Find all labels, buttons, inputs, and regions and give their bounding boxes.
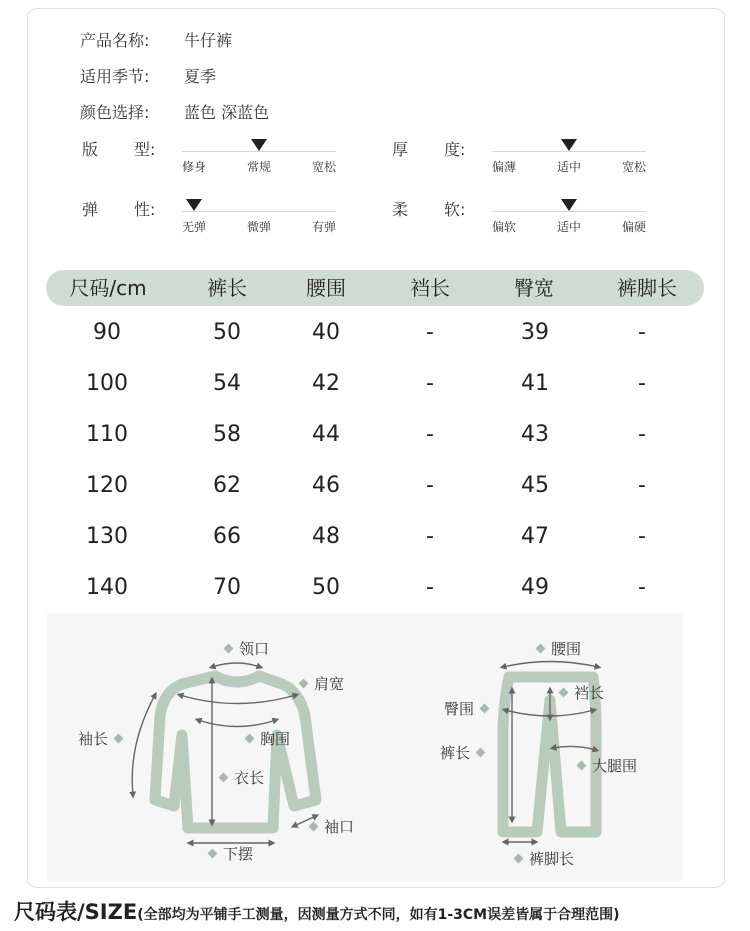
table-cell: 49 xyxy=(521,575,549,600)
scale-tick: 常规 xyxy=(246,160,272,174)
table-cell: 100 xyxy=(86,371,128,396)
cuff-label: 袖口 xyxy=(324,818,355,836)
hip-annotation xyxy=(444,698,488,719)
table-cell: 120 xyxy=(86,473,128,498)
scale-tick: 有弹 xyxy=(311,220,336,234)
diamond-icon xyxy=(536,644,546,654)
thickness-key-2: 度: xyxy=(444,140,466,159)
header-leg-opening: 裤脚长 xyxy=(617,276,677,300)
collar-label: 领口 xyxy=(239,640,270,658)
shoulder-annotation xyxy=(300,673,344,694)
product-name-value: 牛仔裤 xyxy=(184,31,233,50)
length-annotation xyxy=(220,767,264,788)
diamond-icon xyxy=(245,734,255,744)
fit-key-1: 版 xyxy=(82,140,99,159)
table-cell: 62 xyxy=(213,473,241,498)
table-cell: - xyxy=(638,524,646,549)
header-pants-length: 裤长 xyxy=(207,276,247,300)
diamond-icon xyxy=(114,734,124,744)
size-footer xyxy=(14,896,619,926)
cuff-annotation xyxy=(310,816,354,837)
waist-annotation xyxy=(537,638,581,659)
rise-label: 裆长 xyxy=(574,684,605,702)
diamond-icon xyxy=(299,679,309,689)
thigh-annotation xyxy=(578,755,637,776)
softness-key-1: 柔 xyxy=(392,200,409,219)
size-title: 尺码表/SIZE xyxy=(14,900,138,924)
table-cell: 42 xyxy=(312,371,340,396)
table-cell: - xyxy=(638,320,646,345)
table-cell: - xyxy=(426,320,434,345)
table-cell: 66 xyxy=(213,524,241,549)
thickness-key-1: 厚 xyxy=(392,140,409,159)
diamond-icon xyxy=(480,704,490,714)
table-cell: 50 xyxy=(312,575,340,600)
color-label: 颜色选择: xyxy=(80,103,150,122)
pants-length-label: 裤长 xyxy=(440,744,471,762)
diamond-icon xyxy=(476,748,486,758)
season-label: 适用季节: xyxy=(80,67,150,86)
table-cell: - xyxy=(426,422,434,447)
sleeve-annotation xyxy=(78,728,122,749)
measurement-note: (全部均为平铺手工测量，因测量方式不同，如有1-3CM误差皆属于合理范围) xyxy=(137,907,620,923)
scale-tick: 偏硬 xyxy=(621,220,646,234)
table-cell: - xyxy=(638,473,646,498)
shoulder-label: 肩宽 xyxy=(314,675,345,693)
table-cell: 39 xyxy=(521,320,549,345)
diamond-icon xyxy=(224,644,234,654)
header-rise: 裆长 xyxy=(410,276,450,300)
table-cell: - xyxy=(426,473,434,498)
chest-annotation xyxy=(246,728,290,749)
pants-length-annotation xyxy=(440,742,484,763)
table-cell: 47 xyxy=(521,524,549,549)
table-cell: 45 xyxy=(521,473,549,498)
waist-label: 腰围 xyxy=(551,640,582,658)
table-cell: - xyxy=(426,371,434,396)
hip-label: 臀围 xyxy=(444,700,475,718)
scale-tick: 适中 xyxy=(556,160,582,174)
table-cell: 54 xyxy=(213,371,241,396)
table-cell: 70 xyxy=(213,575,241,600)
season-value: 夏季 xyxy=(184,67,217,86)
softness-key-2: 软: xyxy=(444,200,466,219)
thigh-label: 大腿围 xyxy=(592,757,638,775)
scale-tick: 宽松 xyxy=(311,160,336,174)
table-cell: - xyxy=(638,575,646,600)
header-hip: 臀宽 xyxy=(514,276,554,300)
table-cell: 40 xyxy=(312,320,340,345)
table-cell: - xyxy=(426,524,434,549)
sleeve-label: 袖长 xyxy=(78,730,109,748)
table-cell: 90 xyxy=(93,320,121,345)
scale-tick: 偏软 xyxy=(492,220,517,234)
header-size: 尺码/cm xyxy=(69,276,147,300)
scale-tick: 偏薄 xyxy=(492,160,517,174)
product-name-label: 产品名称: xyxy=(80,31,150,50)
elasticity-key-1: 弹 xyxy=(82,200,99,219)
diamond-icon xyxy=(219,773,229,783)
elasticity-key-2: 性: xyxy=(134,200,156,219)
table-cell: 46 xyxy=(312,473,340,498)
color-value: 蓝色 深蓝色 xyxy=(184,103,270,122)
table-cell: 44 xyxy=(312,422,340,447)
scale-tick: 宽松 xyxy=(621,160,646,174)
diamond-icon xyxy=(208,849,218,859)
table-cell: - xyxy=(426,575,434,600)
scale-tick: 修身 xyxy=(182,160,207,174)
leg-opening-label: 裤脚长 xyxy=(529,850,575,868)
table-cell: 130 xyxy=(86,524,128,549)
table-cell: - xyxy=(638,371,646,396)
scale-tick: 微弹 xyxy=(246,220,272,234)
fit-key-2: 型: xyxy=(134,140,156,159)
collar-annotation xyxy=(225,638,269,659)
diamond-icon xyxy=(559,688,569,698)
chest-label: 胸围 xyxy=(260,730,291,748)
leg-opening-annotation xyxy=(515,848,574,869)
diamond-icon xyxy=(577,761,587,771)
diamond-icon xyxy=(514,854,524,864)
table-cell: 58 xyxy=(213,422,241,447)
length-label: 衣长 xyxy=(234,769,265,787)
table-cell: 110 xyxy=(86,422,128,447)
table-cell: 41 xyxy=(521,371,549,396)
table-cell: 50 xyxy=(213,320,241,345)
top-garment-icon xyxy=(155,676,316,828)
scale-tick: 无弹 xyxy=(182,220,207,234)
scale-tick: 适中 xyxy=(556,220,582,234)
table-cell: 48 xyxy=(312,524,340,549)
header-waist: 腰围 xyxy=(306,276,346,300)
table-cell: 43 xyxy=(521,422,549,447)
hem-annotation xyxy=(209,843,253,864)
table-cell: 140 xyxy=(86,575,128,600)
rise-annotation xyxy=(560,682,604,703)
table-cell: - xyxy=(638,422,646,447)
hem-label: 下摆 xyxy=(223,845,254,863)
diamond-icon xyxy=(309,822,319,832)
